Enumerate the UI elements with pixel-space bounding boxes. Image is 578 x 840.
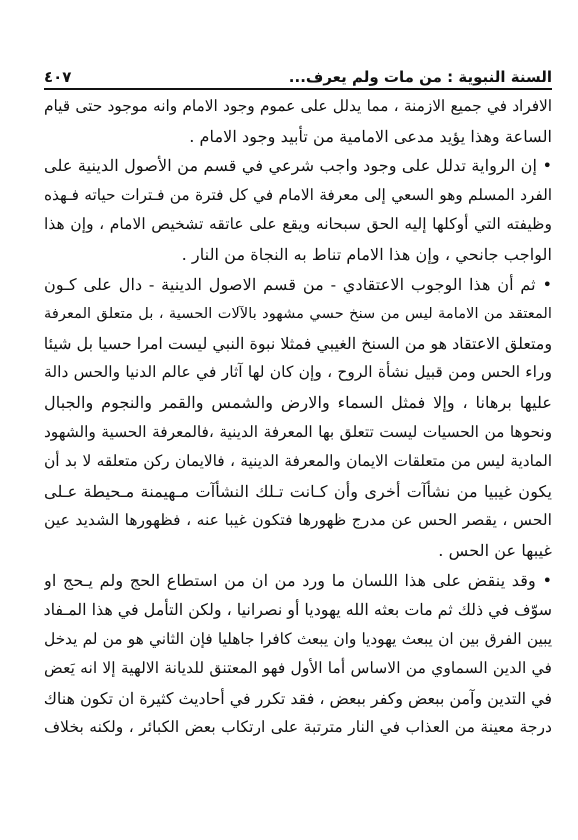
- text-line: يكون غيبيا من نشأآت أخرى وأن كـانت تـلك النشأآت مـهيمنة مـحيطة عـلى: [44, 481, 552, 501]
- text-line: المعتقد من الامامة ليس من سنخ حسي مشهود بالآلات الحسية ، بل متعلق المعرفة: [44, 305, 552, 323]
- paragraph: [44, 566, 552, 744]
- header-divider: [44, 88, 552, 90]
- header-title: السنة النبوية : من مات ولم يعرف...: [288, 68, 552, 86]
- body-text: [44, 92, 552, 743]
- text-line: • وقد ينقض على هذا اللسان ما ورد من ان من استطاع الحج ولم يـحج او: [44, 570, 552, 590]
- text-line: الساعة وهذا يؤيد مدعى الامامية من تأبيد وجود الامام .: [189, 126, 552, 146]
- text-line: في التدين وآمن ببعض وكفر ببعض ، فقد تكرر في أحاديث كثيرة ان تكون هناك: [44, 688, 552, 708]
- text-line: سوّف في ذلك ثم مات بعثه الله يهوديا أو نصرانيا ، ولكن التأمل في هذا المـفاد: [44, 600, 552, 620]
- text-line: درجة معينة من العذاب في النار مترتبة على ارتكاب بعض الكبائر ، ولكنه بخلاف: [44, 718, 552, 737]
- running-header: [44, 58, 552, 86]
- paragraph: [44, 92, 552, 151]
- paragraph: [44, 270, 552, 566]
- text-line: ونحوها من الحسيات ليست تتعلق بها المعرفة الدينية ،فالمعرفة الحسية والشهود: [44, 422, 552, 441]
- text-line: يبين الفرق بين ان يبعث يهوديا وان يبعث كافرا جاهليا فإن الثاني هو من لم يدخل: [44, 629, 552, 648]
- text-line: • ثم أن هذا الوجوب الاعتقادي - من قسم الاصول الدينية - دال على كـون: [44, 274, 552, 294]
- text-line: المادية ليس من متعلقات الايمان والمعرفة الدينية ، فالايمان ركن متعلقه لا بد أن: [44, 452, 552, 471]
- text-line: عليها برهانا ، وإلا فمثل السماء والارض والشمس والقمر والنجوم والجبال: [44, 392, 552, 412]
- text-line: الواجب جانحي ، وإن هذا الامام تناط به النجاة من النار .: [181, 244, 552, 264]
- text-line: وظيفته التي أوكلها إليه الحق سبحانه ويقع على عاتقه تشخيص الامام ، وإن هذا: [44, 215, 552, 234]
- paragraph: [44, 151, 552, 269]
- text-line: الفرد المسلم وهو السعي إلى معرفة الامام في كل فترة من فـترات حياته فـهذه: [44, 185, 552, 204]
- text-line: في الدين السماوي من الاساس أما الأول فهو المعتنق للديانة الالهية إلا انه يَعض: [44, 659, 552, 678]
- text-line: الافراد في جميع الازمنة ، مما يدلل على عموم وجود الامام وانه موجود حتى قيام: [44, 97, 552, 115]
- text-line: وراء الحس ومن قبيل نشأة الروح ، وإن كان لها آثار في عالم الدنيا والحس دالة: [44, 363, 552, 382]
- text-line: ومتعلق الاعتقاد هو من السنخ الغيبي فمثلا نبوة النبي ليست امرا حسيا بل شيئا: [44, 333, 552, 353]
- text-line: غيبها عن الحس .: [438, 540, 552, 560]
- page-number: ٤٠٧: [44, 68, 72, 86]
- text-line: • إن الرواية تدلل على وجود واجب شرعي في قسم من الأصول الدينية على: [44, 156, 552, 176]
- text-line: الحس ، يقصر الحس عن مدرج ظهورها فتكون غيبا عنه ، فظهورها الشديد عين: [44, 511, 552, 530]
